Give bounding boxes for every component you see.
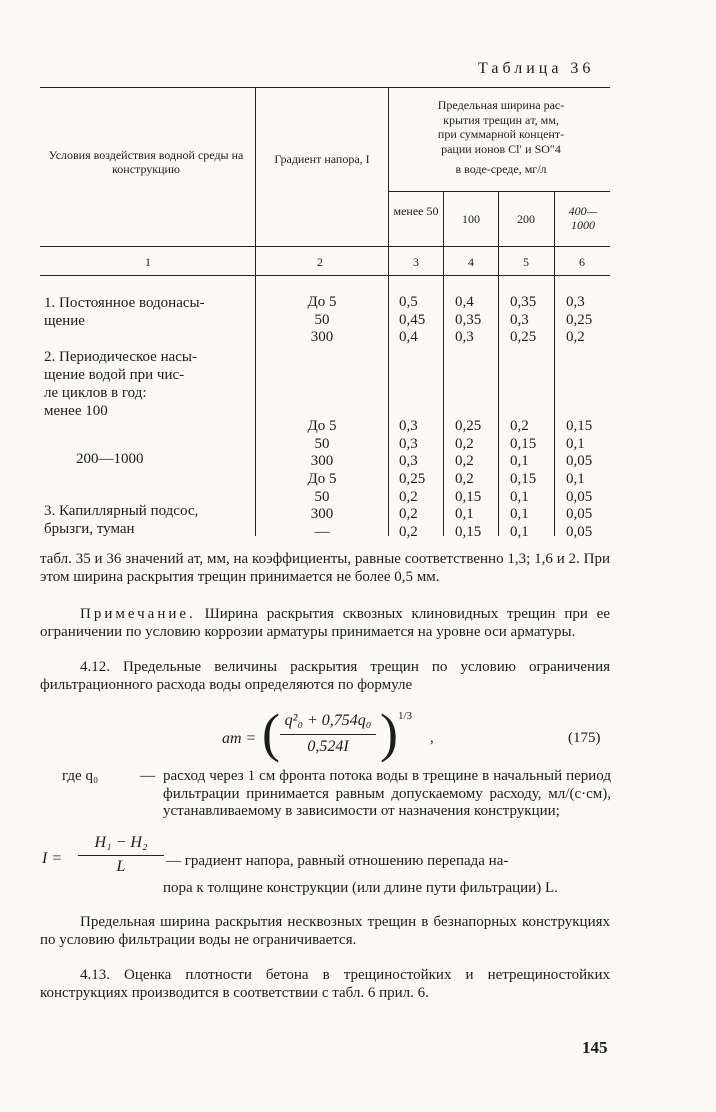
formula-paren-left: (	[262, 703, 280, 763]
subheader-100: 100	[462, 212, 480, 226]
header-gradient: Градиент напора, I	[274, 152, 370, 166]
def-I-lhs: I =	[42, 850, 63, 867]
formula-fraction-bar	[280, 734, 376, 735]
col-divider-4	[498, 191, 499, 536]
header-group	[395, 98, 607, 177]
col-divider-3	[443, 191, 444, 536]
def-I-fraction-bar	[78, 855, 164, 856]
col-divider-2	[388, 87, 389, 536]
paragraph-nonthrough: Предельная ширина раскрытия несквозных трещин в безнапорных конструкциях по условию фильтрации воды не ограничивается.	[40, 914, 610, 948]
header-group-line: при суммарной концент-	[437, 127, 565, 141]
col-divider-5	[554, 191, 555, 536]
col-number: 3	[413, 255, 419, 269]
paragraph-4-13: 4.13. Оценка плотности бетона в трещиностойких и нетрещиностойких конструкциях производится в соответствии с табл. 6 прил. 6.	[40, 967, 610, 1001]
formula-exponent: 1/3	[398, 710, 413, 722]
subheader-lt50: менее 50	[393, 204, 439, 218]
table-header-rule	[40, 246, 610, 247]
definition-dash: —	[140, 768, 155, 784]
equation-number: (175)	[568, 730, 601, 746]
subheader-rule	[388, 191, 610, 192]
def-I-denominator: L	[116, 858, 126, 875]
condition-row: 200—1000	[76, 451, 144, 467]
value-column-200: 0,35 0,3 0,25 0,2 0,15 0,1 0,15 0,1 0,1 0,1	[510, 294, 537, 541]
def-I-body-line1: — градиент напора, равный отношению перепада на-	[166, 853, 509, 869]
condition-row: 3. Капиллярный подсос, брызги, туман	[44, 503, 199, 537]
header-group-line: в воде-среде, мг/л	[455, 162, 547, 176]
header-conditions: Условия воздействия водной среды на конструкцию	[48, 148, 244, 176]
formula-denominator: 0,524I	[307, 738, 349, 755]
col-number: 1	[145, 255, 151, 269]
header-group-line: рации ионов Cl′ и SO″4	[441, 141, 561, 156]
subheader-400-1000: 400—1000	[568, 204, 598, 232]
col-number: 2	[317, 255, 323, 269]
def-I-body-line2: пора к толщине конструкции (или длине пути фильтрации) L.	[163, 880, 558, 896]
header-group-line: крытия трещин aт, мм,	[443, 112, 559, 127]
def-I-numerator: H₁ − H₂	[94, 834, 148, 851]
note-label: Примечание.	[80, 606, 196, 622]
page-number: 145	[582, 1038, 608, 1057]
note-paragraph	[40, 606, 610, 641]
header-group-line: Предельная ширина рас-	[437, 98, 565, 112]
value-column-lt50: 0,5 0,45 0,4 0,3 0,3 0,3 0,25 0,2 0,2 0,2	[399, 294, 426, 541]
definition-term-q0: где q₀	[62, 768, 99, 784]
formula-paren-right: )	[380, 703, 398, 763]
note-body: Ширина раскрытия сквозных клиновидных трещин при ее ограничении по условию коррозии арматуры принимается на уровне оси арматуры.	[40, 606, 610, 640]
formula-numerator: q²₀ + 0,754q₀	[284, 712, 372, 729]
formula-comma: ,	[430, 730, 434, 746]
col-number: 4	[468, 255, 474, 269]
condition-row: 2. Периодическое насы- щение водой при чис- ле циклов в год: менее 100	[44, 349, 198, 419]
subheader-200: 200	[517, 212, 535, 226]
value-column-100: 0,4 0,35 0,3 0,25 0,2 0,2 0,2 0,15 0,1 0,15	[455, 294, 482, 541]
col-number: 5	[523, 255, 529, 269]
paragraph-4-12: 4.12. Предельные величины раскрытия трещин по условию ограничения фильтрационного расхода воды определяются по формуле	[40, 659, 610, 693]
definition-body-q0: расход через 1 см фронта потока воды в трещине в начальный период фильтрации принимается равным допускаемому расходу, мл/(с·см), устанавливаемому в зависимости от назначения конструкции;	[163, 768, 611, 819]
table-caption: Таблица 36	[478, 60, 595, 77]
table-colnum-rule	[40, 275, 610, 276]
table-top-rule	[40, 87, 610, 88]
gradient-column: До 5 50 300 До 5 50 300 До 5 50 300 —	[307, 294, 337, 541]
condition-row: 1. Постоянное водонасы- щение	[44, 295, 205, 329]
col-number: 6	[579, 255, 585, 269]
paragraph-coefficients: табл. 35 и 36 значений aт, мм, на коэффициенты, равные соответственно 1,3; 1,6 и 2. При этом ширина раскрытия трещин принимается не более 0,5 мм.	[40, 551, 610, 585]
col-divider-1	[255, 87, 256, 536]
formula-lhs: aт =	[222, 730, 257, 747]
value-column-400-1000: 0,3 0,25 0,2 0,15 0,1 0,05 0,1 0,05 0,05 0,05	[566, 294, 593, 541]
